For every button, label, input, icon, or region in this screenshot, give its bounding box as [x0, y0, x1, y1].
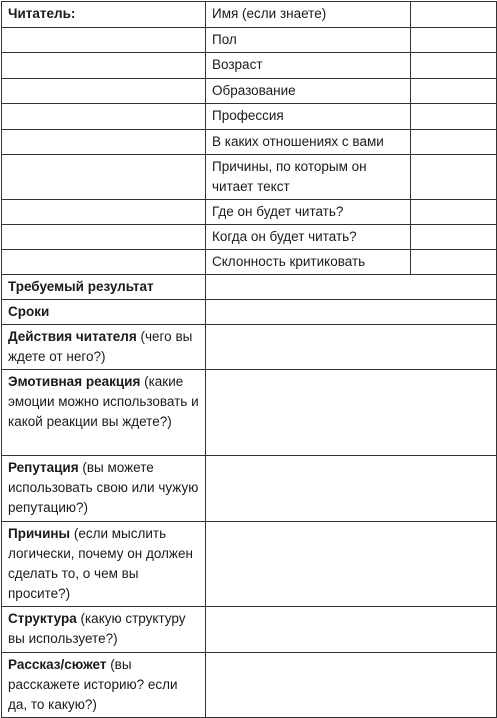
field-age: Возраст [206, 53, 411, 79]
field-where-value[interactable] [411, 200, 497, 225]
reader-blank-cell [2, 225, 206, 250]
section-note: (чего вы ждете от него?) [8, 329, 193, 364]
section-structure-value[interactable] [206, 607, 497, 653]
reader-blank-cell [2, 200, 206, 225]
section-label: Требуемый результат [8, 279, 154, 294]
field-profession-value[interactable] [411, 104, 497, 130]
section-label: Репутация [8, 460, 79, 475]
section-note: (если мыслить логически, почему он должен сделать то, о чем вы просите?) [8, 526, 193, 601]
reader-blank-cell [2, 250, 206, 275]
section-reasons [2, 522, 206, 607]
section-emotive-reaction [2, 370, 206, 456]
reader-blank-cell [2, 155, 206, 200]
section-label: Сроки [8, 304, 50, 319]
reader-label-cell [2, 2, 206, 28]
field-where: Где он будет читать? [206, 200, 411, 225]
section-note: (какую структуру вы используете?) [8, 611, 186, 646]
section-result-value[interactable] [206, 275, 497, 300]
section-result [2, 275, 206, 300]
section-label: Рассказ/сюжет [8, 657, 107, 672]
section-label: Действия читателя [8, 329, 137, 344]
field-relationship: В каких отношениях с вами [206, 130, 411, 155]
section-reader-actions [2, 325, 206, 370]
section-label: Причины [8, 526, 71, 541]
section-emotive-reaction-value[interactable] [206, 370, 497, 456]
reader-blank-cell [2, 130, 206, 155]
field-education: Образование [206, 79, 411, 104]
section-reputation-value[interactable] [206, 456, 497, 522]
section-structure [2, 607, 206, 653]
section-label: Эмотивная реакция [8, 374, 141, 389]
field-gender: Пол [206, 28, 411, 53]
field-name: Имя (если знаете) [206, 2, 411, 28]
section-story [2, 653, 206, 718]
section-deadline-value[interactable] [206, 300, 497, 325]
reader-blank-cell [2, 53, 206, 79]
field-education-value[interactable] [411, 79, 497, 104]
section-note: (какие эмоции можно использовать и какой реакции вы ждете?) [8, 374, 199, 429]
field-relationship-value[interactable] [411, 130, 497, 155]
field-reasons-value[interactable] [411, 155, 497, 200]
reader-blank-cell [2, 104, 206, 130]
reader-label: Читатель: [8, 6, 76, 21]
field-age-value[interactable] [411, 53, 497, 79]
section-reputation [2, 456, 206, 522]
field-when: Когда он будет читать? [206, 225, 411, 250]
field-gender-value[interactable] [411, 28, 497, 53]
section-note: (вы расскажете историю? если да, то какую?) [8, 657, 178, 712]
field-criticism: Склонность критиковать [206, 250, 411, 275]
section-note: (вы можете использовать свою или чужую репутацию?) [8, 460, 199, 515]
field-criticism-value[interactable] [411, 250, 497, 275]
section-deadline [2, 300, 206, 325]
field-when-value[interactable] [411, 225, 497, 250]
field-reasons: Причины, по которым он читает текст [206, 155, 411, 200]
section-reasons-value[interactable] [206, 522, 497, 607]
reader-blank-cell [2, 79, 206, 104]
section-story-value[interactable] [206, 653, 497, 718]
reader-blank-cell [2, 28, 206, 53]
section-reader-actions-value[interactable] [206, 325, 497, 370]
field-name-value[interactable] [411, 2, 497, 28]
field-profession: Профессия [206, 104, 411, 130]
reader-profile-form [1, 1, 497, 718]
section-label: Структура [8, 611, 77, 626]
